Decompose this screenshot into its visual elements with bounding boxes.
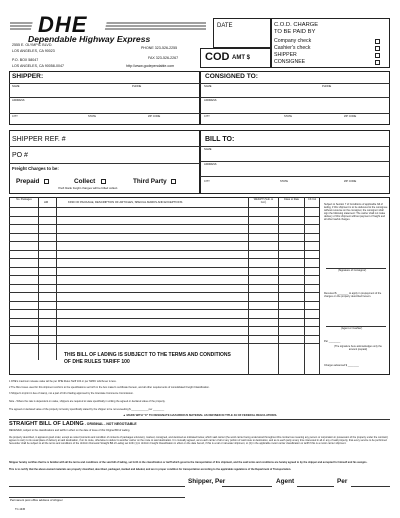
- table-row[interactable]: [9, 258, 319, 259]
- agent-line[interactable]: [297, 486, 334, 487]
- agent-cashier-label: (Agent or Cashier): [341, 327, 363, 330]
- table-row[interactable]: [9, 241, 319, 242]
- signature-note: (The signature here acknowledges only the amount prepaid): [334, 345, 382, 352]
- col-check-header: CK Col: [308, 198, 316, 201]
- col-description-header: KIND OF PACKAGE, DESCRIPTION OF ARTICLES, SPECIAL MARKS AND EXCEPTIONS: [68, 200, 183, 204]
- materials-certification: This is to certify that the above-named materials are properly classified, described, packaged, marked and labeled, and are in proper condition for transportation according to the applicable regulations of the Department of Transportation.: [9, 468, 292, 471]
- declared-value-text: The agreed or declared value of the property is hereby specifically stated by the shipper to be not exceeding $ ____________ per ________: [9, 408, 165, 411]
- col-packages-header: No. Packages: [16, 198, 32, 201]
- table-row[interactable]: [9, 216, 319, 217]
- prepaid-label: Prepaid: [16, 178, 40, 185]
- note-2: 2 The fibre boxes used for this shipment conform to the specifications set forth in the box maker's certificate thereon, and all other requirements of consolidated Freight Classification.: [9, 386, 210, 389]
- billto-zip-label: ZIP CODE: [344, 180, 357, 183]
- consignee-title: CONSIGNED TO:: [205, 73, 258, 80]
- company-fax: FAX 323-526-2267: [148, 56, 179, 60]
- table-row[interactable]: [9, 309, 319, 310]
- consignee-phone-label: PHONE: [322, 85, 332, 88]
- blank-billing-note: If left blank freight charges will be billed collect.: [58, 186, 119, 190]
- per-label: Per ________: [324, 340, 341, 343]
- received-text: Received $ ________ to apply in prepayment of the charges on the property described hereon.: [324, 292, 382, 299]
- table-row[interactable]: [9, 318, 319, 319]
- consignee-address-label: ADDRESS: [204, 99, 217, 102]
- consignee-city-label: CITY: [204, 115, 210, 118]
- table-row[interactable]: [9, 301, 319, 302]
- shipper-city-label: CITY: [12, 115, 18, 118]
- permanent-address-label: Permanent post office address of shipper: [10, 498, 63, 502]
- note-3: 3 Shipper's imprint in lieu of stamp, not a part of bill of lading approved by the Interstate Commerce Commission.: [9, 392, 134, 395]
- shipper-ref-label: SHIPPER REF. #: [12, 136, 66, 143]
- table-row[interactable]: [9, 343, 319, 344]
- billto-name-label: NAME: [204, 148, 212, 151]
- agent-label: Agent: [276, 478, 295, 485]
- consignee-state-label: STATE: [284, 115, 292, 118]
- charges-advanced-text: Charges advanced $ ________: [324, 364, 359, 367]
- shipper-title: SHIPPER:: [12, 73, 44, 80]
- table-row[interactable]: [9, 284, 319, 285]
- consignee-name-label: NAME: [204, 85, 212, 88]
- consignor-signature-label: (Signature of Consignor): [338, 269, 367, 272]
- company-address-2: LOS ANGELES, CA 90023: [12, 49, 55, 53]
- collect-checkbox[interactable]: [101, 179, 106, 184]
- shipper-pays-checkbox[interactable]: [375, 53, 380, 58]
- terms-line-2: OF DHE RULES TARIFF 100: [64, 359, 130, 365]
- col-hm-header: HM: [44, 201, 49, 204]
- company-address-1: 2555 E. OLYMPIC BLVD.: [12, 43, 53, 47]
- shipper-state-label: STATE: [88, 115, 96, 118]
- agent-per-line[interactable]: [351, 486, 390, 487]
- third-party-checkbox[interactable]: [171, 179, 176, 184]
- cashiers-check-checkbox[interactable]: [375, 46, 380, 51]
- consignee-pays-checkbox[interactable]: [375, 60, 380, 65]
- billto-state-label: STATE: [280, 180, 288, 183]
- billto-title: BILL TO:: [205, 136, 235, 143]
- third-party-label: Third Party: [133, 178, 167, 185]
- straight-bol-received: RECEIVED, subject to the classifications and tariffs in effect on the date of issue of this Original Bill of Lading.: [9, 429, 131, 432]
- straight-bol-subtitle: - ORIGINAL - NOT NEGOTIABLE: [83, 422, 137, 426]
- cod-amt-label: AMT $: [232, 55, 250, 61]
- pay-option-consignee: CONSIGNEE: [274, 59, 306, 65]
- company-logo: [10, 12, 206, 44]
- date-label: DATE: [217, 23, 233, 29]
- straight-bol-title: [9, 422, 137, 428]
- table-row[interactable]: [9, 292, 319, 293]
- company-pobox-2: LOS ANGELES, CA 90058-0047: [12, 64, 64, 68]
- table-row[interactable]: [9, 326, 319, 327]
- prepaid-checkbox[interactable]: [44, 179, 49, 184]
- company-check-checkbox[interactable]: [375, 39, 380, 44]
- billto-address-label: ADDRESS: [204, 163, 217, 166]
- form-number: TC-1345: [15, 508, 26, 511]
- cod-charge-label: C.O.D. CHARGE TO BE PAID BY: [274, 22, 319, 35]
- straight-bol-title-text: STRAIGHT BILL OF LADING: [9, 421, 84, 427]
- shipper-certification: Shipper hereby certifies that he is familiar with all the terms and conditions of the said bill of lading, set forth in the classification or tariff which governs the transportation of this shipment, and the said terms and conditions are hereby agreed to by the shipper and accepted for himself and his assigns.: [9, 461, 368, 464]
- company-tagline: Dependable Highway Express: [28, 34, 151, 44]
- section7-text: Subject to Section 7 of Conditions of applicable bill of lading, if this shipment is to be delivered to the consignee without recourse on the consignor, the consignor shall sign the following statement: The carrier shall not make delivery of this shipment without payment of freight and all other lawful charges.: [324, 203, 388, 222]
- note-1: 1 DHE's maximum release value will be per DHE Rules Tariff 100 or per NMFC whichever is less.: [9, 380, 117, 383]
- pay-option-shipper: SHIPPER: [274, 52, 297, 58]
- collect-label: Collect: [74, 178, 96, 185]
- company-phone: PHONE 323-526-2255: [141, 46, 178, 50]
- po-label: PO #: [12, 152, 28, 159]
- table-row[interactable]: [9, 250, 319, 251]
- pay-option-company-check: Company check: [274, 38, 312, 44]
- terms-line-1: THIS BILL OF LADING IS SUBJECT TO THE TERMS AND CONDITIONS: [64, 352, 231, 358]
- shipper-per-label: Shipper, Per: [188, 478, 226, 485]
- company-website: http://www.godependable.com: [126, 64, 175, 68]
- shipper-address-label: ADDRESS: [12, 99, 25, 102]
- value-note: Note - Where the rate is dependent on value, shippers are required to state specifically in writing the agreed or declared value of the property.: [9, 400, 166, 403]
- billto-city-label: CITY: [204, 180, 210, 183]
- agent-per-label: Per: [337, 478, 348, 485]
- table-row[interactable]: [9, 335, 319, 336]
- table-row[interactable]: [9, 233, 319, 234]
- table-row[interactable]: [9, 275, 319, 276]
- company-pobox-1: P.O. BOX 58047: [12, 58, 39, 62]
- shipper-name-label: NAME: [12, 85, 20, 88]
- shipper-per-line[interactable]: [222, 486, 272, 487]
- hazmat-note: ▲ MARK WITH "X" TO DESIGNATE HAZARDOUS MATERIAL AS DEFINED IN TITLE 49 OF FEDERAL REGULATIONS.: [122, 413, 278, 417]
- table-row[interactable]: [9, 267, 319, 268]
- consignee-zip-label: ZIP CODE: [344, 115, 357, 118]
- shipper-phone-label: PHONE: [132, 85, 142, 88]
- col-class-header: Class or Rate: [283, 198, 300, 201]
- logo-wordmark: DHE: [38, 12, 88, 37]
- table-row[interactable]: [9, 224, 319, 225]
- straight-bol-body: the property described, in apparent good order, except as noted (contents and condition of contents of packages unknown), marked, consigned, and destined as indicated below, which said carrier (the word carrier being understood throughout this contract as meaning any person or corporation in possession of the property under the contract) agrees to carry to its usual place of delivery at said destination, if on its route, otherwise to deliver to another carrier on the route to said destination. It is mutually agreed, as to each carrier of all or any portion of said route to destination, and as to each party at any time interested in all or any of said property, that every service to be performed hereunder shall be subject to all the terms and conditions of the Uniform Domestic Straight Bill of Lading set forth (1) in Uniform Freight Classification in effect on the date hereof, if this is a rail or rail-water shipment, or (2) in the applicable motor carrier classification or tariff if this is a motor carrier shipment.: [9, 436, 388, 446]
- col-weight-header: WEIGHT (Sub. to Cor.): [253, 198, 274, 204]
- cod-label: COD: [205, 51, 230, 63]
- freight-charges-label: Freight Charges to be:: [12, 166, 59, 171]
- pay-option-cashiers-check: Cashier's check: [274, 45, 311, 51]
- shipper-zip-label: ZIP CODE: [148, 115, 161, 118]
